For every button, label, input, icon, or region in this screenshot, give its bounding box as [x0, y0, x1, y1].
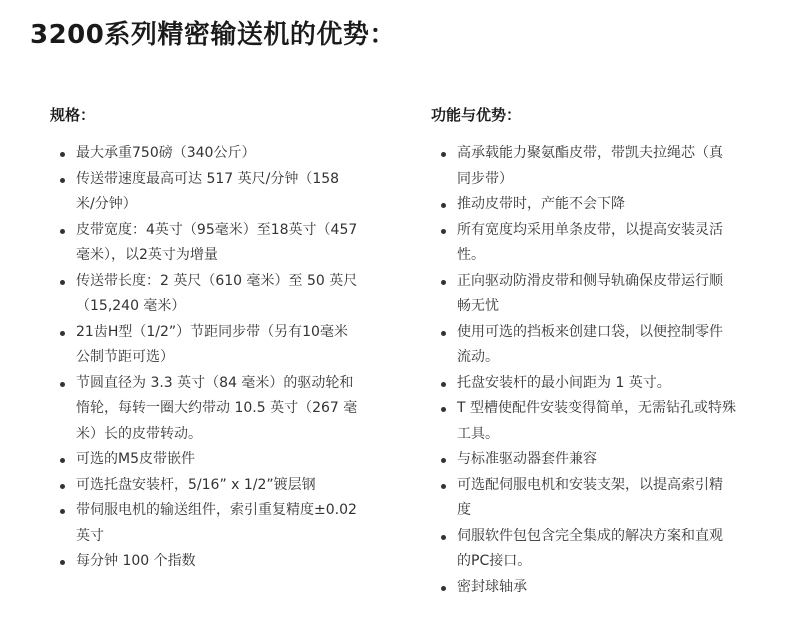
- list-item: 与标准驱动器套件兼容: [457, 447, 736, 473]
- list-item: 推动皮带时，产能不会下降: [457, 192, 736, 218]
- list-item: 使用可选的挡板来创建口袋，以便控制零件流动。: [457, 320, 736, 371]
- list-item: 高承载能力聚氨酯皮带，带凯夫拉绳芯（真同步带）: [457, 141, 736, 192]
- list-item: T 型槽使配件安装变得简单，无需钻孔或特殊工具。: [457, 396, 736, 447]
- features-list: [431, 141, 736, 600]
- features-section: [431, 104, 736, 600]
- list-item: 带伺服电机的输送组件，索引重复精度±0.02英寸: [76, 498, 360, 549]
- list-item: 密封球轴承: [457, 575, 736, 601]
- list-item: 传送带速度最高可达 517 英尺/分钟（158 米/分钟）: [76, 167, 360, 218]
- list-item: 托盘安装杆的最小间距为 1 英寸。: [457, 371, 736, 397]
- list-item: 每分钟 100 个指数: [76, 549, 360, 575]
- specs-section: [50, 104, 360, 575]
- list-item: 最大承重750磅（340公斤）: [76, 141, 360, 167]
- list-item: 可选配伺服电机和安装支架，以提高索引精度: [457, 473, 736, 524]
- specs-heading: 规格：: [50, 106, 96, 124]
- list-item: 伺服软件包包含完全集成的解决方案和直观的PC接口。: [457, 524, 736, 575]
- list-item: 所有宽度均采用单条皮带，以提高安装灵活性。: [457, 218, 736, 269]
- list-item: 传送带长度：2 英尺（610 毫米）至 50 英尺（15,240 毫米）: [76, 269, 360, 320]
- features-heading: 功能与优势：: [431, 106, 522, 124]
- list-item: 正向驱动防滑皮带和侧导轨确保皮带运行顺畅无忧: [457, 269, 736, 320]
- list-item: 21齿H型（1/2”）节距同步带（另有10毫米公制节距可选）: [76, 320, 360, 371]
- page-title: 3200系列精密输送机的优势：: [30, 20, 396, 50]
- list-item: 可选托盘安装杆，5/16” x 1/2”镀层钢: [76, 473, 360, 499]
- list-item: 皮带宽度：4英寸（95毫米）至18英寸（457毫米），以2英寸为增量: [76, 218, 360, 269]
- list-item: 节圆直径为 3.3 英寸（84 毫米）的驱动轮和惰轮，每转一圈大约带动 10.5 英寸（267 毫米）长的皮带转动。: [76, 371, 360, 448]
- specs-list: [50, 141, 360, 575]
- list-item: 可选的M5皮带嵌件: [76, 447, 360, 473]
